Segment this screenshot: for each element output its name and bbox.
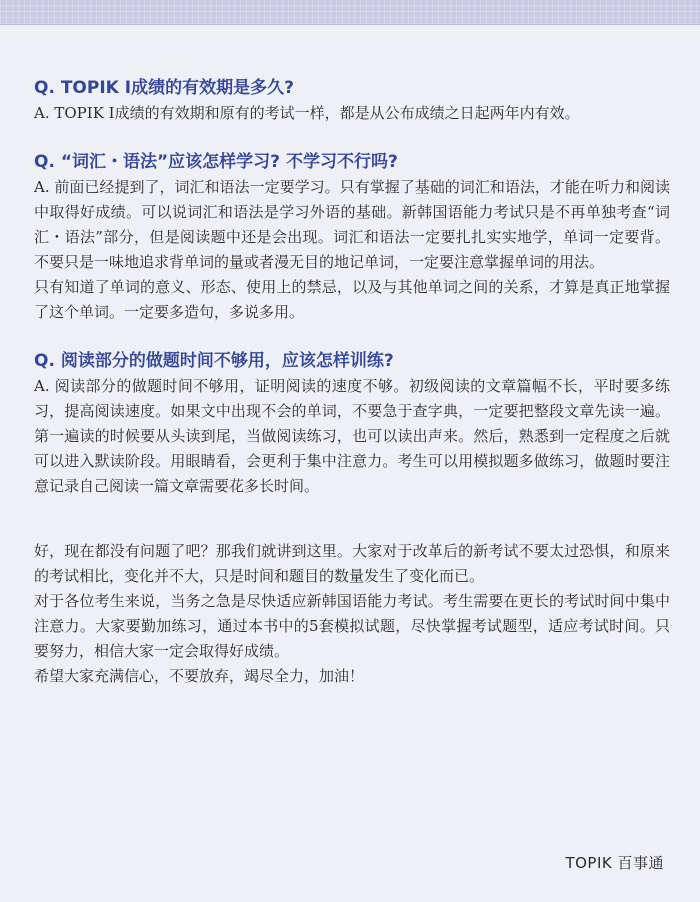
answer-paragraph: A. 阅读部分的做题时间不够用，证明阅读的速度不够。初级阅读的文章篇幅不长，平时要多练习，提高阅读速度。如果文中出现不会的单词，不要急于查字典，一定要把整段文章先读一遍。第一遍读的时候要从头读到尾，当做阅读练习，也可以读出声来。然后，熟悉到一定程度之后就可以进入默读阶段。用眼睛看，会更利于集中注意力。考生可以用模拟题多做练习，做题时要注意记录自己阅读一篇文章需要花多长时间。	[34, 377, 670, 495]
answer-text	[34, 374, 670, 499]
question-title: Q. TOPIK Ⅰ成绩的有效期是多久?	[34, 78, 294, 98]
page-footer-title: TOPIK 百事通	[565, 854, 664, 872]
answer-paragraph: 只有知道了单词的意义、形态、使用上的禁忌，以及与其他单词之间的关系，才算是真正地掌握了这个单词。一定要多造句，多说多用。	[34, 278, 670, 321]
answer-text	[34, 101, 670, 126]
answer-text	[34, 175, 670, 325]
qa-vocab-grammar	[34, 150, 670, 325]
closing-paragraph: 对于各位考生来说，当务之急是尽快适应新韩国语能力考试。考生需要在更长的考试时间中集中注意力。大家要勤加练习，通过本书中的5套模拟试题，尽快掌握考试题型，适应考试时间。只要努力，相信大家一定会取得好成绩。	[34, 592, 670, 660]
question-title: Q. 阅读部分的做题时间不够用，应该怎样训练?	[34, 351, 394, 371]
answer-paragraph: A. 前面已经提到了，词汇和语法一定要学习。只有掌握了基础的词汇和语法，才能在听力和阅读中取得好成绩。可以说词汇和语法是学习外语的基础。新韩国语能力考试只是不再单独考查“词汇・语法”部分，但是阅读题中还是会出现。词汇和语法一定要扎扎实实地学，单词一定要背。不要只是一味地追求背单词的量或者漫无目的地记单词，一定要注意掌握单词的用法。	[34, 178, 670, 271]
closing-remarks	[34, 539, 670, 689]
top-decorative-band	[0, 0, 700, 25]
page-content	[34, 76, 670, 689]
qa-reading-time	[34, 349, 670, 499]
closing-paragraph: 希望大家充满信心，不要放弃，竭尽全力，加油！	[34, 667, 365, 685]
closing-paragraph: 好，现在都没有问题了吧？那我们就讲到这里。大家对于改革后的新考试不要太过恐惧，和原来的考试相比，变化并不大，只是时间和题目的数量发生了变化而已。	[34, 542, 670, 585]
question-title: Q. “词汇・语法”应该怎样学习? 不学习不行吗?	[34, 152, 398, 172]
qa-validity	[34, 76, 670, 126]
answer-paragraph: A. TOPIK Ⅰ成绩的有效期和原有的考试一样，都是从公布成绩之日起两年内有效。	[34, 104, 580, 122]
